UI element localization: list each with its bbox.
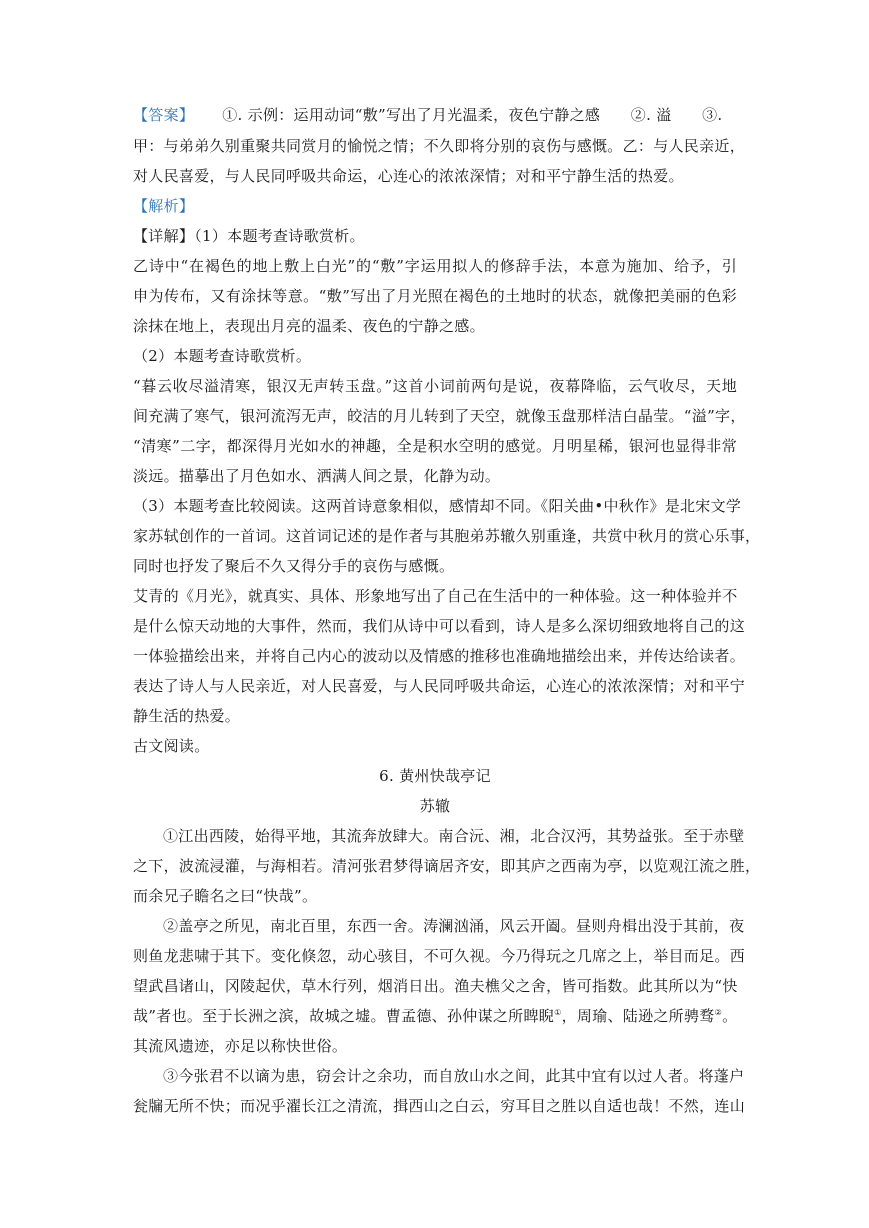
- analysis-line-9: （3）本题考查比较阅读。这两首诗意象相似，感情却不同。《阳关曲•中秋作》是北宋文学: [133, 497, 742, 515]
- detail-label: 【详解】: [133, 227, 195, 245]
- answer-line-2: 甲：与弟弟久别重聚共同赏月的愉悦之情；不久即将分别的哀伤与感慨。乙：与人民亲近，: [133, 137, 746, 155]
- analysis-line-12: 艾青的《月光》，就真实、具体、形象地写出了自己在生活中的一种体验。这一种体验并不: [133, 587, 738, 605]
- analysis-line-8: 淡远。描摹出了月色如水、洒满人间之景，化静为动。: [133, 467, 501, 485]
- article-title: 6. 黄州快哉亭记: [379, 767, 491, 785]
- analysis-line-11: 同时也抒发了聚后不久又得分手的哀伤与感慨。: [133, 557, 455, 575]
- analysis-line-7: “清寒”二字，都深得月光如水的神趣，全是积水空明的感觉。月明星稀，银河也显得非常: [133, 437, 737, 455]
- answer-text-1: ①. 示例：运用动词“敷”写出了月光温柔，夜色宁静之感 ②. 溢 ③.: [222, 106, 723, 124]
- article-line-4: 则鱼龙悲啸于其下。变化倏忽，动心骇目，不可久视。今乃得玩之几席之上，举目而足。西: [133, 947, 746, 965]
- article-line-9: 瓮牖无所不快；而况乎濯长江之清流，揖西山之白云，穷耳目之胜以自适也哉！不然，连山: [133, 1097, 746, 1115]
- footnote-marker-1: ①: [554, 1008, 562, 1017]
- footnote-marker-2: ②: [714, 1008, 723, 1017]
- article-line-7: 其流风遗迹，亦足以称快世俗。: [133, 1037, 348, 1055]
- analysis-line-3: 涂抹在地上，表现出月亮的温柔、夜色的宁静之感。: [133, 317, 485, 335]
- section-heading: 古文阅读。: [133, 737, 210, 755]
- article-text-6: 哉”者也。至于长洲之滨，故城之墟。曹孟德、孙仲谋之所睥睨: [133, 1007, 555, 1025]
- analysis-text-0: （1）本题考查诗歌赏析。: [194, 227, 365, 245]
- analysis-line-15: 表达了诗人与人民亲近，对人民喜爱，与人民同呼吸共命运，心连心的浓浓深情；对和平宁: [133, 677, 746, 695]
- analysis-line-2: 申为传布，又有涂抹等意。“敷”写出了月光照在褐色的土地时的状态，就像把美丽的色彩: [133, 287, 737, 305]
- article-text-6c: 。: [722, 1007, 738, 1025]
- answer-line-3: 对人民喜爱，与人民同呼吸共命运，心连心的浓浓深情；对和平宁静生活的热爱。: [133, 167, 684, 185]
- article-line-2: 而余兄子瞻名之曰“快哉”。: [133, 887, 318, 905]
- article-line-0: ①江出西陵，始得平地，其流奔放肆大。南合沅、湘，北合汉沔，其势益张。至于赤壁: [163, 827, 745, 845]
- article-line-6: [133, 1006, 743, 1026]
- article-line-1: 之下，波流浸灌，与海相若。清河张君梦得谪居齐安，即其庐之西南为亭，以览观江流之胜，: [133, 857, 761, 875]
- answer-line-1: [133, 105, 737, 125]
- analysis-line-5: “暮云收尽溢清寒，银汉无声转玉盘。”这首小词前两句是说，夜幕降临，云气收尽，天地: [133, 377, 737, 395]
- analysis-label: 【解析】: [133, 197, 195, 215]
- analysis-line-1: 乙诗中“在褐色的地上敷上白光”的“敷”字运用拟人的修辞手法，本意为施加、给予，引: [133, 257, 737, 275]
- analysis-line-14: 一体验描绘出来，并将自己内心的波动以及情感的推移也准确地描绘出来，并传达给读者。: [133, 647, 746, 665]
- analysis-line-13: 是什么惊天动地的大事件，然而，我们从诗中可以看到，诗人是多么深切细致地将自己的这: [133, 617, 746, 635]
- article-line-8: ③今张君不以谪为患，窃会计之余功，而自放山水之间，此其中宜有以过人者。将蓬户: [163, 1067, 745, 1085]
- article-line-3: ②盖亭之所见，南北百里，东西一舍。涛澜汹涌，风云开阖。昼则舟楫出没于其前，夜: [163, 917, 745, 935]
- analysis-line-6: 间充满了寒气，银河流泻无声，皎洁的月儿转到了天空，就像玉盘那样洁白晶莹。“溢”字，: [133, 407, 746, 425]
- answer-label: 【答案】: [133, 106, 195, 124]
- analysis-line-4: （2）本题考查诗歌赏析。: [133, 347, 312, 365]
- article-text-6b: ，周瑜、陆逊之所骋骛: [561, 1007, 715, 1025]
- analysis-line-0: [133, 226, 737, 246]
- analysis-line-10: 家苏轼创作的一首词。这首词记述的是作者与其胞弟苏辙久别重逢，共赏中秋月的赏心乐事，: [133, 527, 761, 545]
- article-line-5: 望武昌诸山，冈陵起伏，草木行列，烟消日出。渔夫樵父之舍，皆可指数。此其所以为“快: [133, 977, 738, 995]
- analysis-line-16: 静生活的热爱。: [133, 707, 241, 725]
- article-author: 苏辙: [419, 797, 451, 815]
